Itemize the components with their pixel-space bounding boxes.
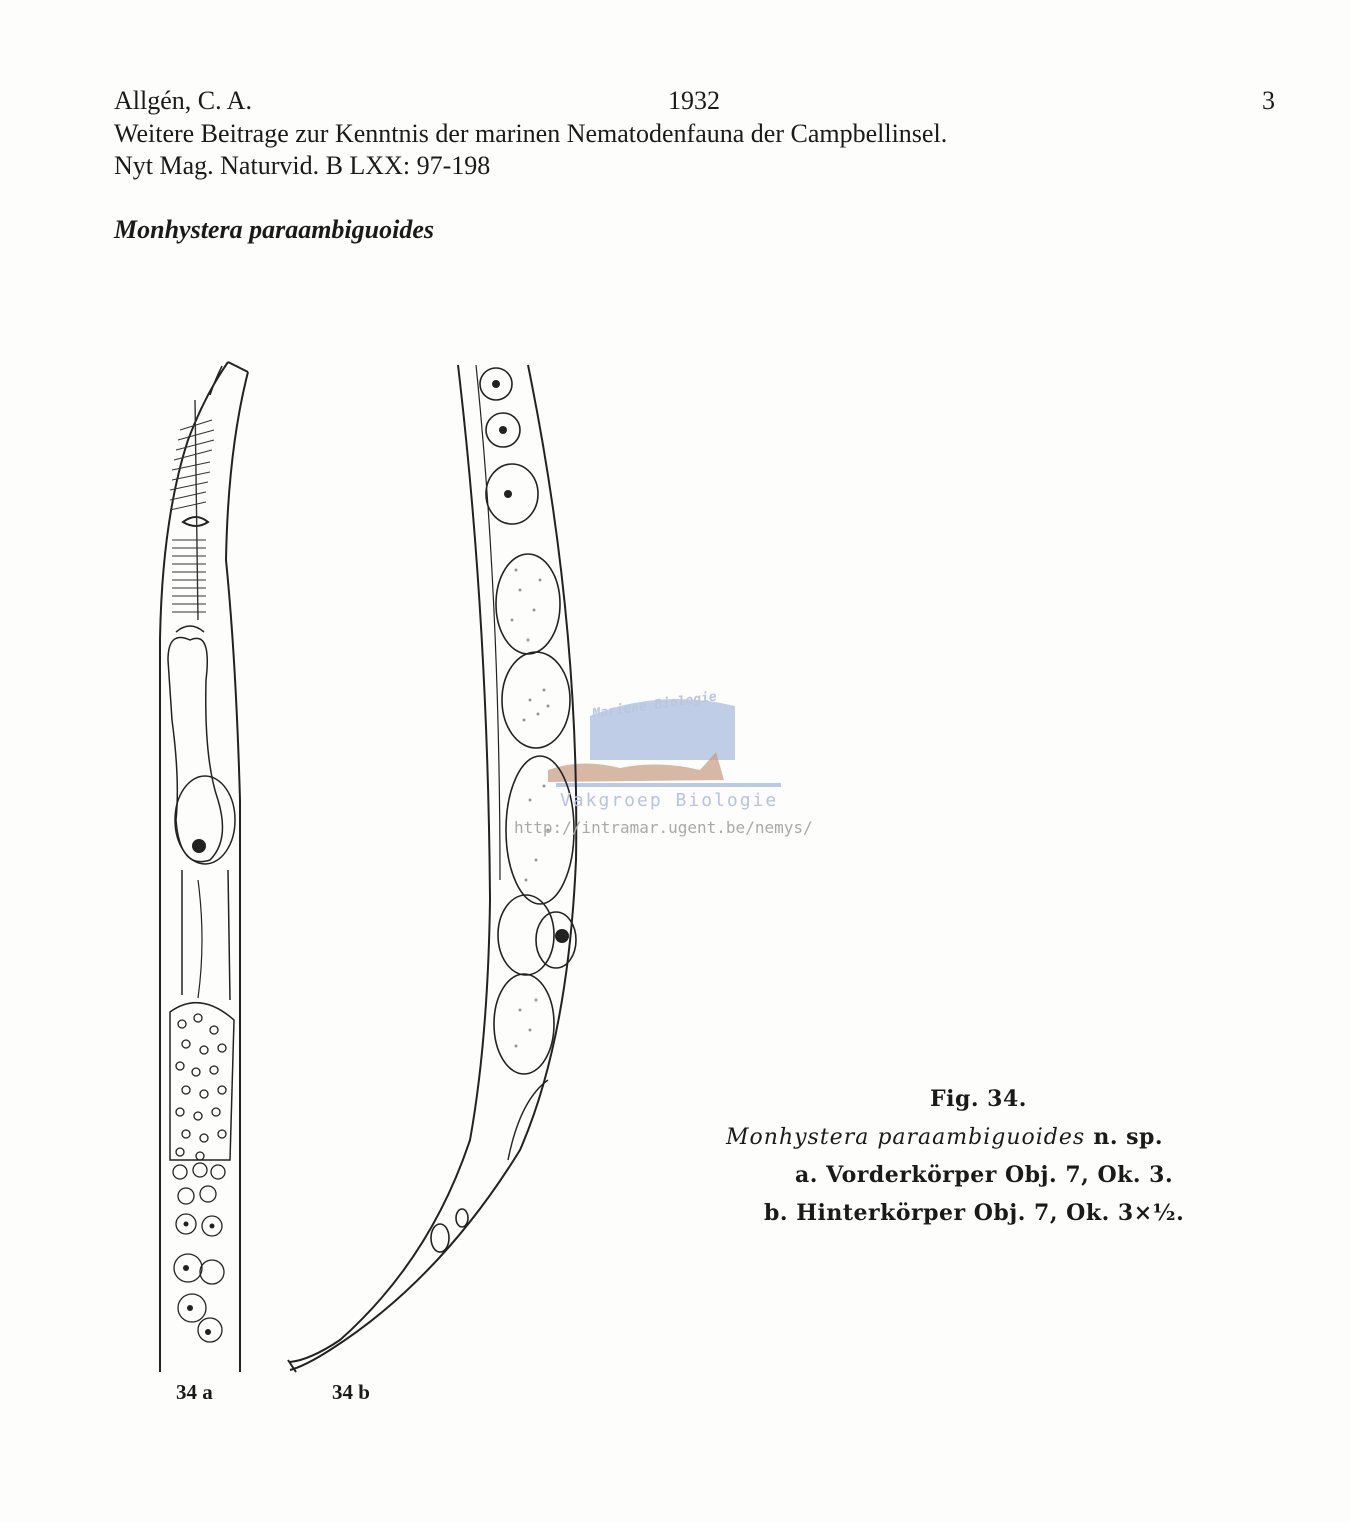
specimen-34a-texture — [170, 400, 214, 620]
figure-number: Fig. 34. — [930, 1086, 1027, 1112]
specimen-34a-granules — [173, 1014, 226, 1342]
specimen-34b — [288, 365, 576, 1372]
caption-line-a: a. Vorderkörper Obj. 7, Ok. 3. — [795, 1162, 1174, 1188]
caption-species-name: Monhystera paraambiguoides — [726, 1125, 1086, 1150]
caption-species-line — [726, 1124, 1163, 1150]
watermark-line-1: Mariene Biologie — [591, 689, 718, 722]
specimen-34b-nuclei — [492, 380, 569, 943]
page-number: 3 — [1262, 86, 1275, 115]
caption-line-b: b. Hinterkörper Obj. 7, Ok. 3×½. — [764, 1200, 1185, 1226]
article-title: Weitere Beitrage zur Kenntnis der marinen Nematodenfauna der Campbellinsel. — [114, 119, 948, 148]
watermark-logo — [548, 699, 781, 787]
species-heading: Monhystera paraambiguoides — [114, 215, 434, 244]
panel-a-label: 34 a — [176, 1380, 213, 1404]
caption-species-suffix: n. sp. — [1093, 1124, 1164, 1150]
watermark-line-2: Vakgroep Biologie — [560, 790, 779, 811]
specimen-34b-cells — [431, 368, 576, 1252]
panel-b-label: 34 b — [332, 1380, 370, 1404]
watermark-url: http://intramar.ugent.be/nemys/ — [514, 818, 813, 837]
publication-year: 1932 — [668, 86, 720, 115]
author: Allgén, C. A. — [114, 86, 252, 115]
journal-reference: Nyt Mag. Naturvid. B LXX: 97-198 — [114, 151, 491, 180]
